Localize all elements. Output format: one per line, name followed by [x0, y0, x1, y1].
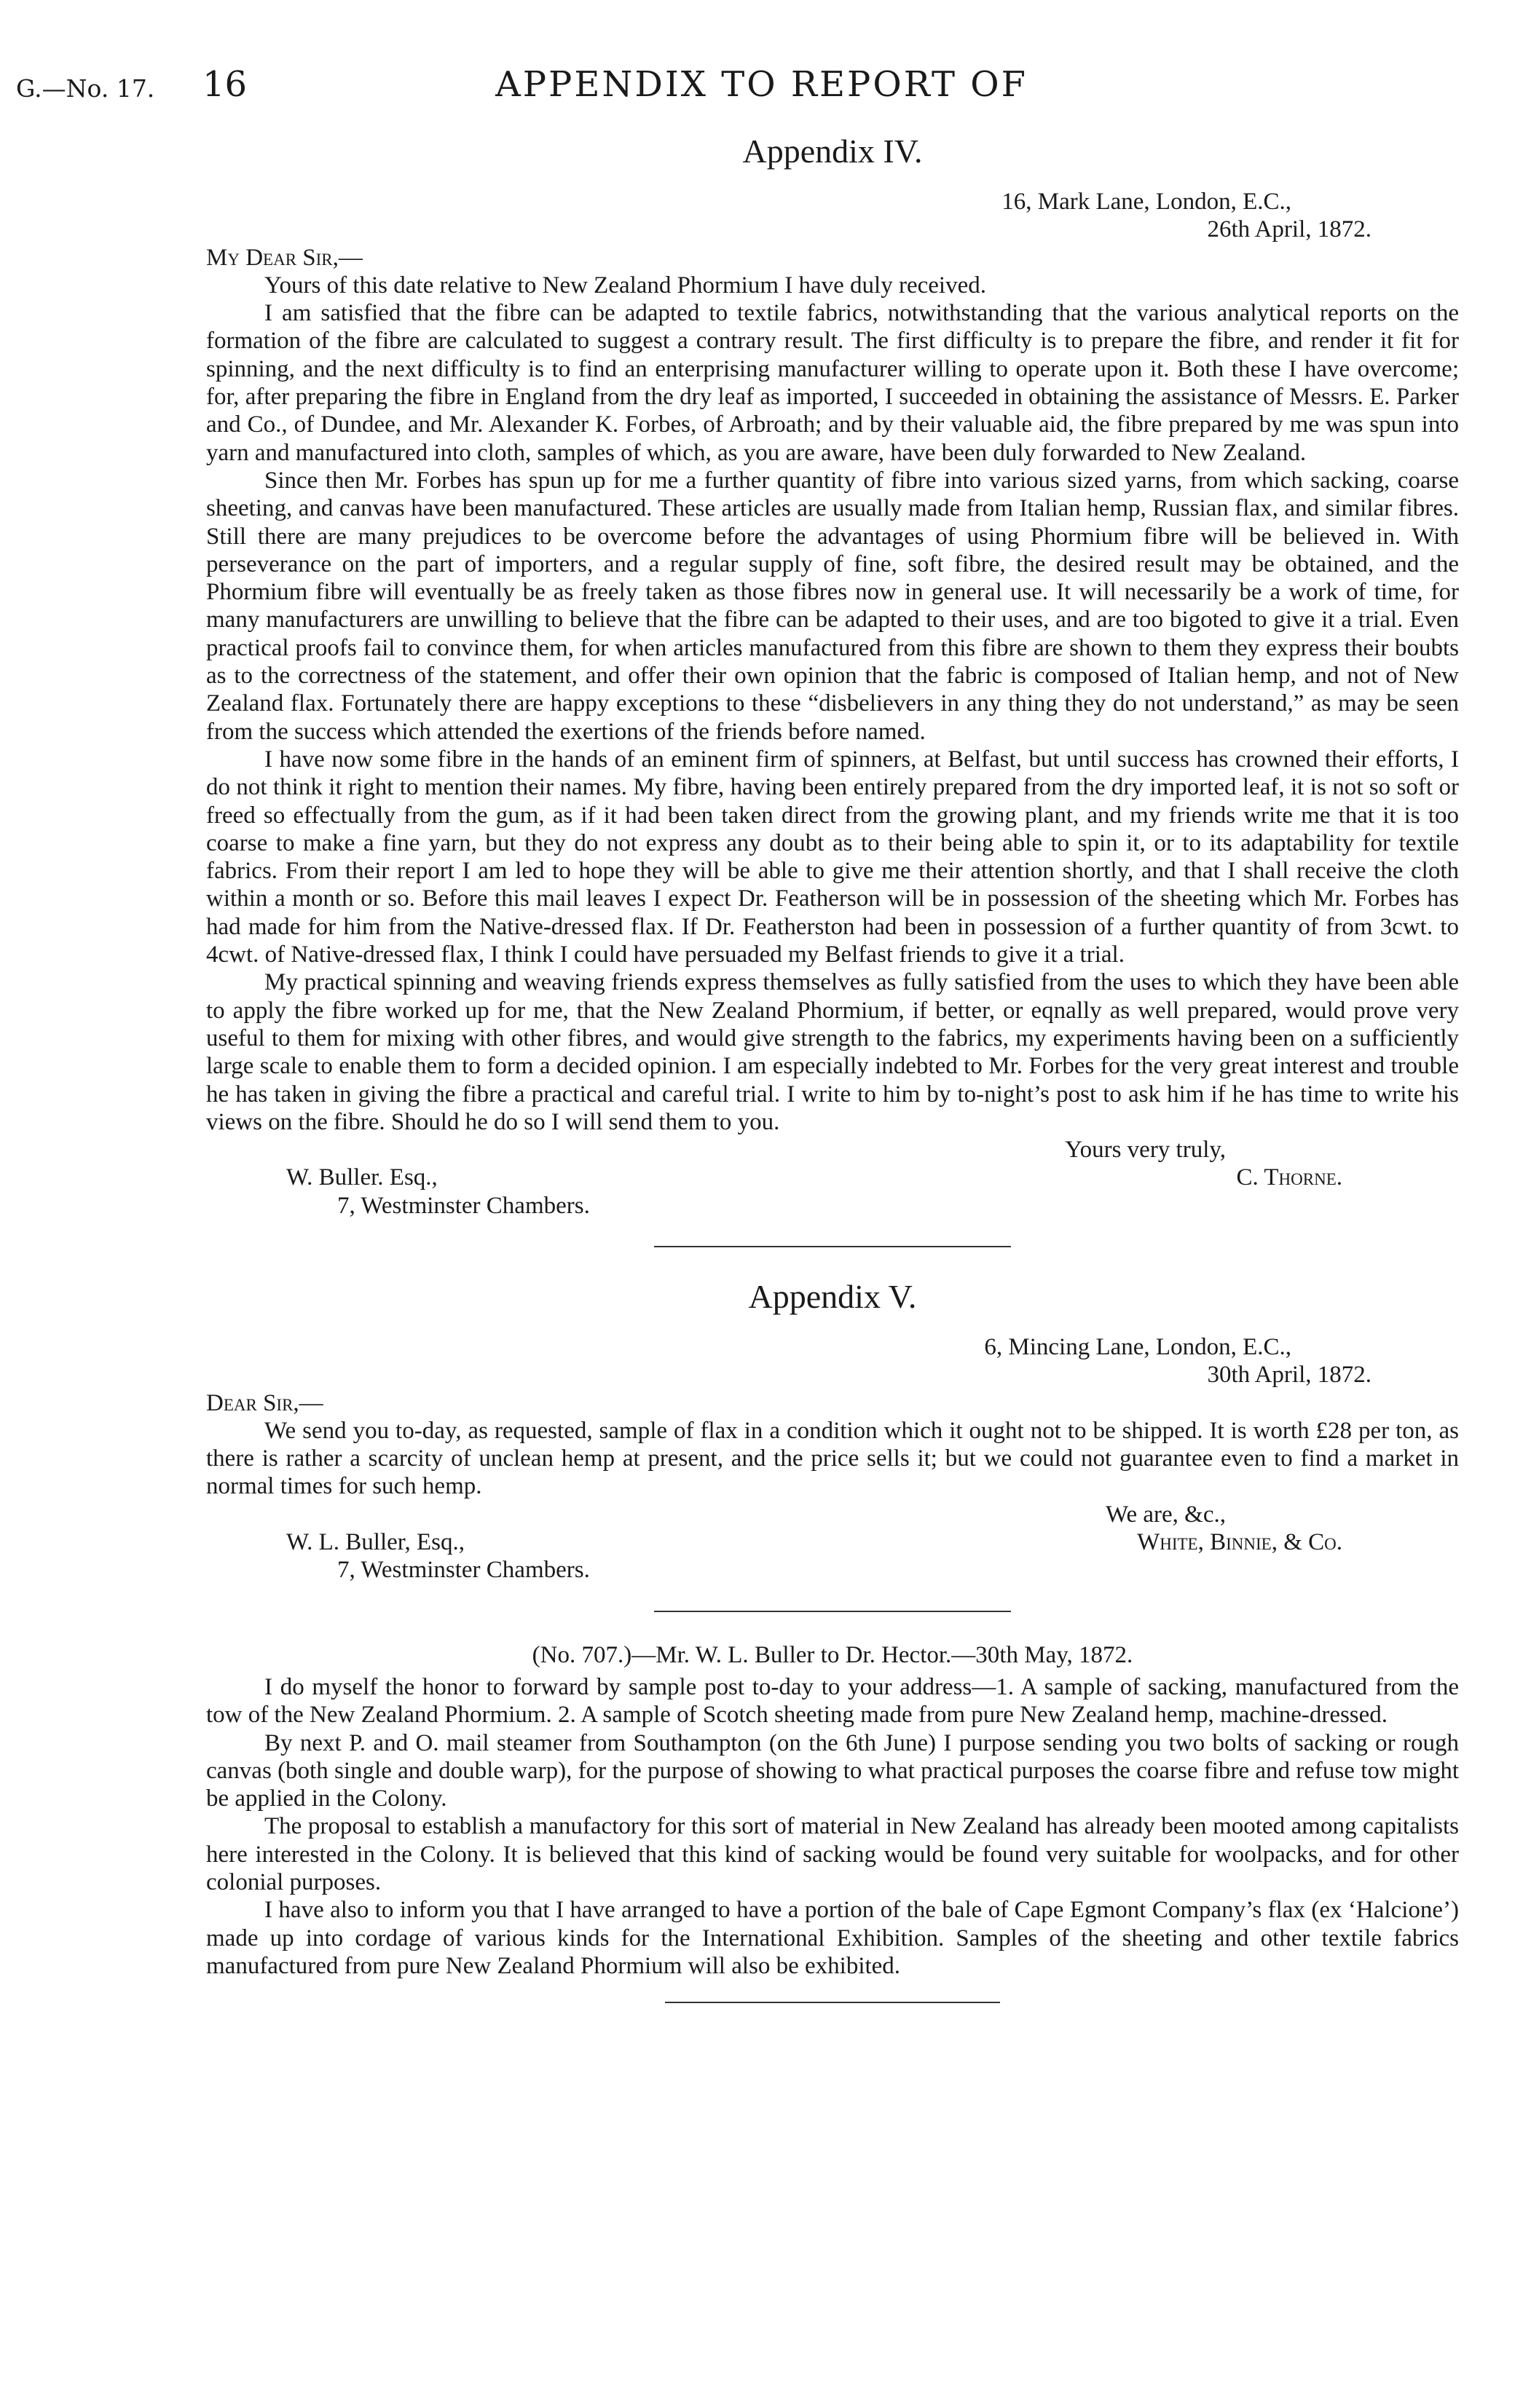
appendix-iv-paragraph: I have now some fibre in the hands of an eminent firm of spinners, at Belfast, but until success has crowned their efforts, I do not think it right to mention their names. My fibre, having been entirely prepared from the dry imported leaf, it is not so soft or freed so effectually from the gum, as if it had been taken direct from the growing plant, and my friends write me that it is too coarse to make a fine yarn, but they do not express any doubt as to their being able to spin it, or to its adaptability for textile fabrics. From their report I am led to hope they will be able to give me their attention shortly, and that I shall receive the cloth within a month or so. Before this mail leaves I expect Dr. Featherson will be in possession of the sheeting which Mr. Forbes has had made for him from the Native-dressed flax. If Dr. Featherston had been in possession of a further quantity of from 3cwt. to 4cwt. of Native-dressed flax, I think I could have persuaded my Belfast friends to give it a trial.	[206, 746, 1459, 968]
letter-707-paragraph: By next P. and O. mail steamer from Southampton (on the 6th June) I purpose sending you two bolts of sacking or rough canvas (both single and double warp), for the purpose of showing to what practical purposes the coarse fibre and refuse tow might be applied in the Colony.	[206, 1729, 1459, 1812]
appendix-v-closing: We are, &c.,	[1106, 1501, 1226, 1528]
appendix-v-signature: White, Binnie, & Co.	[1137, 1529, 1342, 1556]
appendix-v-recipient-address: 7, Westminster Chambers.	[337, 1557, 590, 1584]
page-number: 16	[202, 64, 248, 105]
appendix-iv-closing: Yours very truly,	[1065, 1137, 1226, 1164]
document-reference: G.—No. 17.	[16, 74, 155, 103]
appendix-iv	[206, 131, 1459, 1220]
appendix-v-salutation: Dear Sir,—	[206, 1389, 323, 1416]
appendix-iv-date: 26th April, 1872.	[1207, 216, 1372, 243]
document-body	[206, 131, 1459, 2032]
letter-707-paragraph: I do myself the honor to forward by sample post to-day to your address—1. A sample of sacking, manufactured from the tow of the New Zealand Phormium. 2. A sample of Scotch sheeting made from pure New Zealand hemp, machine-dressed.	[206, 1673, 1459, 1729]
appendix-v-date: 30th April, 1872.	[1207, 1362, 1372, 1389]
appendix-iv-recipient: W. Buller. Esq.,	[286, 1164, 438, 1191]
appendix-iv-paragraph: Yours of this date relative to New Zealand Phormium I have duly received.	[264, 272, 986, 299]
appendix-iv-salutation: My Dear Sir,—	[206, 244, 363, 271]
letter-707	[206, 1641, 1459, 1981]
appendix-iv-paragraph: My practical spinning and weaving friends express themselves as fully satisfied from the uses to which they have been able to apply the fibre worked up for me, that the New Zealand Phormium, if better, or eqnally as well prepared, would prove very useful to them for mixing with other fibres, and would give strength to the fabrics, my experiments having been on a sufficiently large scale to enable them to form a decided opinion. I am especially indebted to Mr. Forbes for the very great interest and trouble he has taken in giving the fibre a practical and careful trial. I write to him by to-night’s post to ask him if he has time to write his views on the fibre. Should he do so I will send them to you.	[206, 969, 1459, 1135]
section-divider	[654, 1611, 1011, 1612]
letter-707-paragraph: I have also to inform you that I have arranged to have a portion of the bale of Cape Egmont Company’s flax (ex ‘Halcione’) made up into cordage of various kinds for the International Exhibition. Samples of the sheeting and other textile fabrics manufactured from pure New Zealand Phormium will also be exhibited.	[206, 1897, 1459, 1979]
page-header	[0, 64, 1523, 108]
appendix-v-signature-row	[206, 1528, 1459, 1556]
appendix-v-recipient: W. L. Buller, Esq.,	[286, 1529, 465, 1556]
appendix-iv-signature-row	[206, 1164, 1459, 1191]
appendix-iv-title: Appendix IV.	[742, 133, 923, 170]
letter-707-paragraph: The proposal to establish a manufactory for this sort of material in New Zealand has already been mooted among capitalists here interested in the Colony. It is believed that this kind of sacking would be found very suitable for woolpacks, and for other colonial purposes.	[206, 1813, 1459, 1896]
appendix-iv-recipient-address: 7, Westminster Chambers.	[337, 1192, 590, 1219]
appendix-v-paragraph: We send you to-day, as requested, sample of flax in a condition which it ought not to be shipped. It is worth £28 per ton, as there is rather a scarcity of unclean hemp at present, and the price sells it; but we could not guarantee even to find a market in normal times for such hemp.	[206, 1417, 1459, 1500]
appendix-v-address: 6, Mincing Lane, London, E.C.,	[984, 1333, 1291, 1360]
appendix-iv-address: 16, Mark Lane, London, E.C.,	[1001, 189, 1291, 215]
letter-707-heading: (No. 707.)—Mr. W. L. Buller to Dr. Hector.—30th May, 1872.	[532, 1641, 1133, 1668]
section-divider	[654, 1246, 1011, 1247]
appendix-v-title: Appendix V.	[748, 1277, 917, 1315]
appendix-iv-paragraph: I am satisfied that the fibre can be adapted to textile fabrics, notwithstanding that the various analytical reports on the formation of the fibre are calculated to suggest a contrary result. The first difficulty is to prepare the fibre, and render it fit for spinning, and the next difficulty is to find an enterprising manufacturer willing to operate upon it. Both these I have overcome; for, after preparing the fibre in England from the dry leaf as imported, I succeeded in obtaining the assistance of Messrs. E. Parker and Co., of Dundee, and Mr. Alexander K. Forbes, of Arbroath; and by their valuable aid, the fibre prepared by me was spun into yarn and manufactured into cloth, samples of which, as you are aware, have been duly forwarded to New Zealand.	[206, 300, 1459, 466]
appendix-v	[206, 1276, 1459, 1584]
appendix-iv-paragraph: Since then Mr. Forbes has spun up for me a further quantity of fibre into various sized yarns, from which sacking, coarse sheeting, and canvas have been manufactured. These articles are usually made from Italian hemp, Russian flax, and similar fibres. Still there are many prejudices to be overcome before the advantages of using Phormium fibre will be believed in. With perseverance on the part of importers, and a regular supply of fine, soft fibre, the desired result may be obtained, and the Phormium fibre will eventually be as freely taken as those fibres now in general use. It will necessarily be a work of time, for many manufacturers are unwilling to believe that the fibre can be adapted to their uses, and are too bigoted to give it a trial. Even practical proofs fail to convince them, for when articles manufactured from this fibre are shown to them they express their boubts as to the correctness of the statement, and offer their own opinion that the fabric is composed of Italian hemp, and not of New Zealand flax. Fortunately there are happy exceptions to these “disbelievers in any thing they do not understand,” as may be seen from the success which attended the exertions of the friends before named.	[206, 467, 1459, 745]
appendix-iv-signature: C. Thorne.	[1236, 1164, 1342, 1191]
running-title: APPENDIX TO REPORT OF	[495, 64, 1028, 105]
end-divider	[665, 2002, 1000, 2003]
